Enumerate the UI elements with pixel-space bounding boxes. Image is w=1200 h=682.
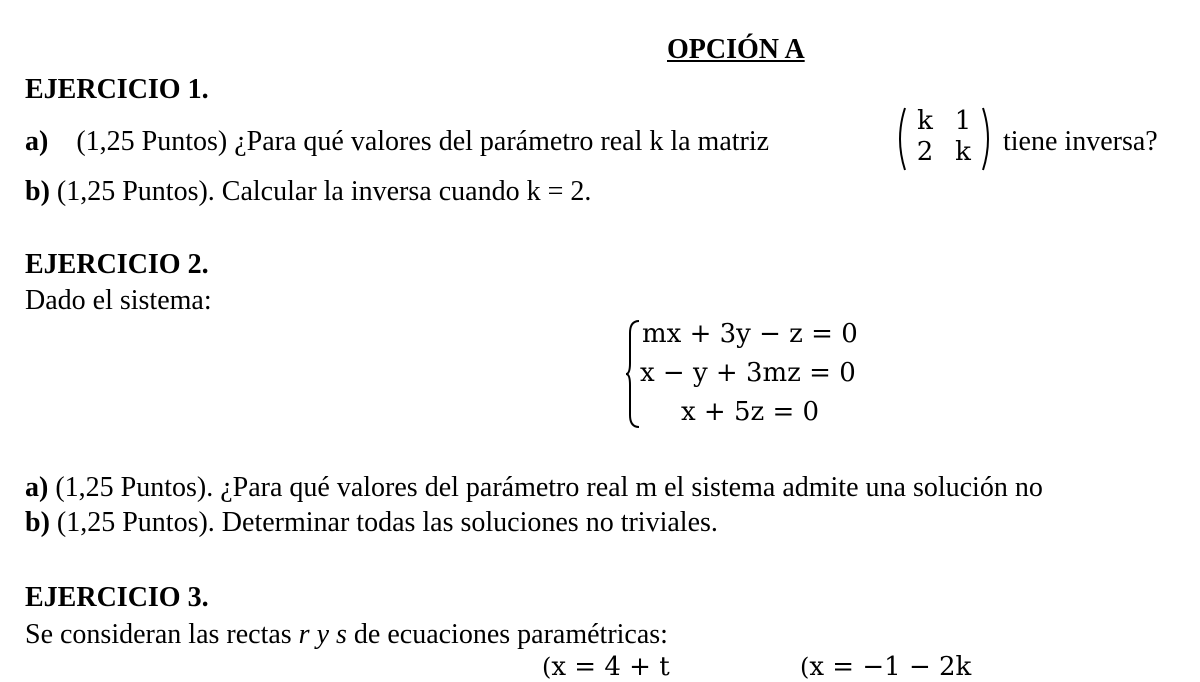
part-a-text: (1,25 Puntos). ¿Para qué valores del parámetro real m el sistema admite una solución no <box>55 472 1043 503</box>
exercise-2-intro: Dado el sistema: <box>25 285 212 316</box>
matrix-row-1 <box>907 106 983 136</box>
matrix-row-2 <box>907 137 983 167</box>
line-s-symbol: s <box>336 619 347 650</box>
matrix-cell: 2 <box>916 137 934 167</box>
exercise-2-title: EJERCICIO 2. <box>25 249 209 280</box>
part-b-label: b) <box>25 507 50 538</box>
part-b-text: (1,25 Puntos). Calcular la inversa cuando k = 2. <box>56 176 592 207</box>
part-b-label: b) <box>25 176 50 207</box>
matrix-cell: k <box>955 137 971 167</box>
exercise-1-part-b <box>25 176 591 208</box>
exercise-1-part-a <box>25 126 769 158</box>
part-b-text: (1,25 Puntos). Determinar todas las soluciones no triviales. <box>56 507 718 538</box>
exercise-2-part-b <box>25 507 718 539</box>
part-a-text: (1,25 Puntos) ¿Para qué valores del parámetro real k la matriz <box>76 126 770 157</box>
brace-top: ( <box>800 653 810 681</box>
exercise-3-title: EJERCICIO 3. <box>25 582 209 613</box>
part-a-label: a) <box>25 126 49 157</box>
system-equation-1: mx + 3y − z = 0 <box>642 319 858 349</box>
line-r-eq-1: x = 4 + t <box>551 652 670 682</box>
matrix-cell: k <box>917 106 933 136</box>
line-r-symbol: r <box>298 619 310 650</box>
system-equation-3: x + 5z = 0 <box>681 397 820 427</box>
equation-system <box>625 317 875 432</box>
right-parenthesis <box>981 106 995 172</box>
system-equation-2: x − y + 3mz = 0 <box>640 358 856 388</box>
matrix-k <box>893 104 995 174</box>
exercise-1-title: EJERCICIO 1. <box>25 74 209 105</box>
part-a-label: a) <box>25 472 49 503</box>
option-title: OPCIÓN A <box>667 34 805 65</box>
left-parenthesis <box>893 106 907 172</box>
brace-top: ( <box>542 653 552 681</box>
exercise-2-part-a <box>25 472 1043 504</box>
left-brace <box>625 319 641 429</box>
matrix-cell: 1 <box>954 106 972 136</box>
line-s-equation <box>800 652 971 682</box>
exercise-3-intro <box>25 619 668 651</box>
line-s-eq-1: x = −1 − 2k <box>809 652 972 682</box>
line-r-equation <box>542 652 670 682</box>
intro-text: Se consideran las rectas <box>25 619 299 650</box>
exercise-1-part-a-suffix: tiene inversa? <box>1003 126 1158 157</box>
intro-text-end: de ecuaciones paramétricas: <box>346 619 668 650</box>
conjunction: y <box>309 619 337 650</box>
